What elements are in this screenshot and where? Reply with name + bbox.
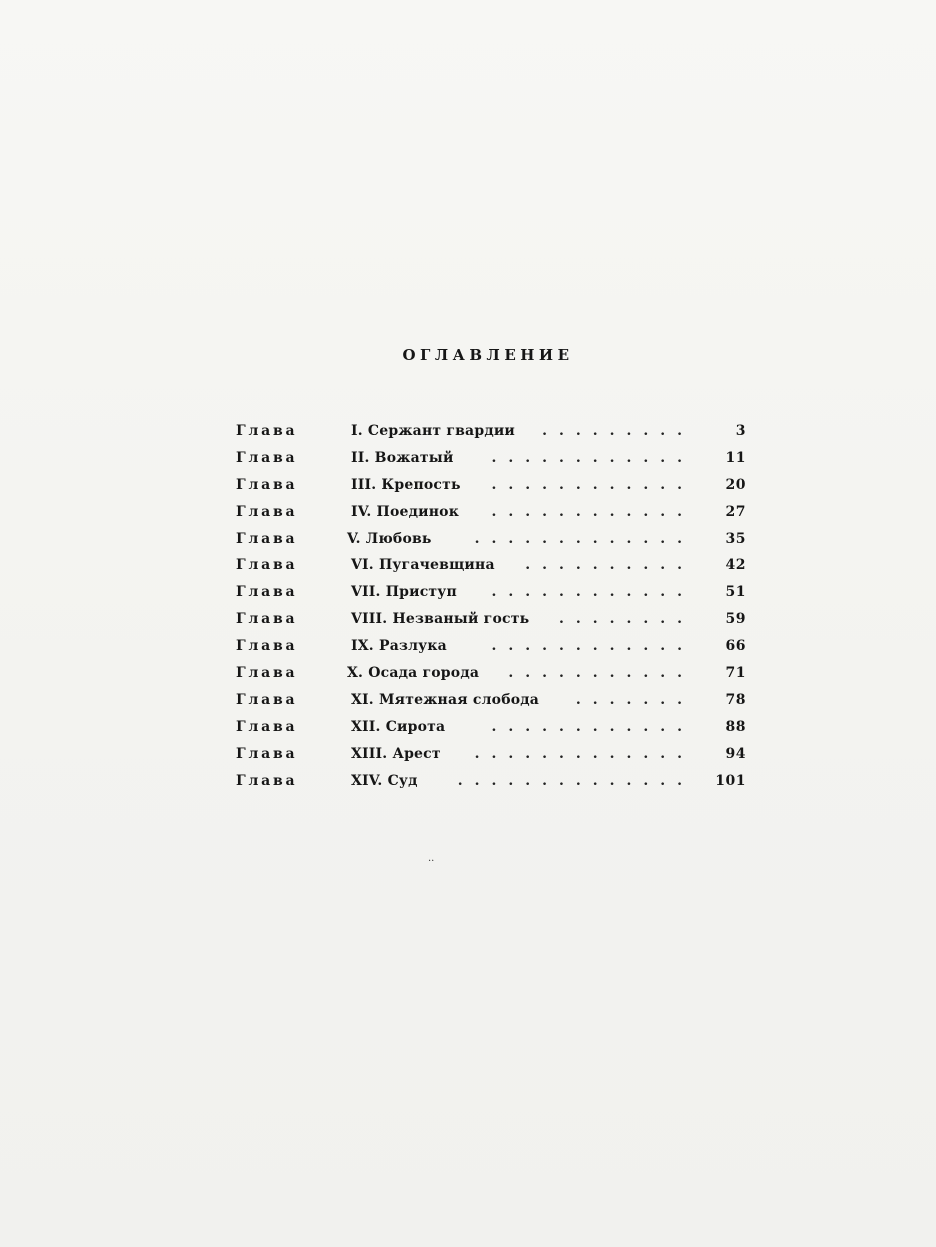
chapter-title xyxy=(351,473,461,497)
toc-entry xyxy=(236,580,746,607)
chapter-label: Глава xyxy=(236,557,298,574)
chapter-name: Арест xyxy=(392,745,441,762)
toc-heading: ОГЛАВЛЕНИЕ xyxy=(402,346,574,364)
chapter-name: Сержант гвардии xyxy=(367,423,516,439)
toc-entry xyxy=(236,473,746,500)
toc-entry xyxy=(236,446,746,473)
toc-entry xyxy=(236,553,746,580)
table-of-contents xyxy=(236,419,746,795)
chapter-label: Глава xyxy=(236,584,298,601)
page-number: 42 xyxy=(725,557,746,574)
leader-dots: ............ xyxy=(491,584,694,601)
chapter-label: Глава xyxy=(236,503,298,520)
chapter-label: Глава xyxy=(236,718,298,735)
page-number: 101 xyxy=(715,772,746,789)
chapter-name: Любовь xyxy=(365,530,432,547)
chapter-label: Глава xyxy=(236,476,298,493)
toc-entry xyxy=(236,607,746,634)
leader-dots: .......... xyxy=(525,557,694,574)
chapter-name: Приступ xyxy=(385,584,457,601)
chapter-name: Суд xyxy=(387,772,418,789)
chapter-numeral: III. xyxy=(351,476,377,493)
page-number: 35 xyxy=(725,530,746,547)
toc-entry xyxy=(236,769,746,796)
chapter-numeral: XIV. xyxy=(351,772,383,789)
chapter-label: Глава xyxy=(236,665,298,682)
leader-dots: ............. xyxy=(474,530,694,547)
toc-entry xyxy=(236,527,746,554)
chapter-name: Пугачевщина xyxy=(378,557,495,574)
chapter-numeral: II. xyxy=(351,449,370,466)
chapter-title xyxy=(347,527,432,551)
page-number: 94 xyxy=(725,745,746,762)
chapter-name: Вожатый xyxy=(374,449,454,466)
leader-dots: ......... xyxy=(542,423,694,439)
chapter-label: Глава xyxy=(236,423,298,439)
chapter-numeral: VIII. xyxy=(351,611,388,628)
chapter-title xyxy=(351,500,459,524)
chapter-label: Глава xyxy=(236,530,298,547)
page-number: 20 xyxy=(725,476,746,493)
chapter-name: Осада города xyxy=(368,665,480,682)
chapter-title xyxy=(347,661,479,685)
chapter-label: Глава xyxy=(236,691,298,708)
page-number: 78 xyxy=(725,691,746,708)
chapter-numeral: V. xyxy=(347,530,361,547)
chapter-name: Поединок xyxy=(376,503,460,520)
chapter-title xyxy=(351,769,418,793)
chapter-title xyxy=(351,634,447,658)
leader-dots: ............ xyxy=(491,476,694,493)
chapter-title xyxy=(351,607,529,631)
leader-dots: ............ xyxy=(491,449,694,466)
chapter-label: Глава xyxy=(236,638,298,655)
chapter-title xyxy=(351,446,454,470)
page-number: 88 xyxy=(725,718,746,735)
page-number: 27 xyxy=(725,503,746,520)
chapter-name: Незваный гость xyxy=(392,611,530,628)
chapter-numeral: VII. xyxy=(351,584,381,601)
chapter-title xyxy=(351,419,515,443)
page-number: 71 xyxy=(725,665,746,682)
page-number: 51 xyxy=(725,584,746,601)
chapter-name: Разлука xyxy=(378,638,447,655)
toc-entry xyxy=(236,661,746,688)
chapter-numeral: X. xyxy=(347,665,364,682)
chapter-numeral: I. xyxy=(351,423,363,439)
leader-dots: ....... xyxy=(575,691,694,708)
chapter-name: Мятежная слобода xyxy=(378,691,540,708)
chapter-label: Глава xyxy=(236,745,298,762)
chapter-title xyxy=(351,553,495,577)
toc-entry xyxy=(236,634,746,661)
chapter-numeral: IX. xyxy=(351,638,374,655)
chapter-label: Глава xyxy=(236,611,298,628)
leader-dots: ........... xyxy=(508,665,694,682)
toc-entry xyxy=(236,742,746,769)
toc-entry xyxy=(236,419,746,446)
chapter-name: Крепость xyxy=(381,476,461,493)
chapter-title xyxy=(351,688,539,712)
page-number: 59 xyxy=(725,611,746,628)
leader-dots: ............ xyxy=(491,503,694,520)
chapter-title xyxy=(351,580,457,604)
leader-dots: ............. xyxy=(474,745,694,762)
chapter-label: Глава xyxy=(236,772,298,789)
toc-entry xyxy=(236,688,746,715)
leader-dots: ............ xyxy=(491,638,694,655)
chapter-numeral: VI. xyxy=(351,557,374,574)
chapter-title xyxy=(351,715,445,739)
toc-entry xyxy=(236,500,746,527)
chapter-numeral: XIII. xyxy=(351,745,388,762)
chapter-numeral: IV. xyxy=(351,503,372,520)
print-speck: .. xyxy=(428,853,435,864)
chapter-numeral: XI. xyxy=(351,691,374,708)
leader-dots: .............. xyxy=(457,772,694,789)
chapter-numeral: XII. xyxy=(351,718,381,735)
page-number: 11 xyxy=(725,449,746,466)
page-number: 3 xyxy=(735,423,746,439)
chapter-name: Сирота xyxy=(385,718,446,735)
page-number: 66 xyxy=(725,638,746,655)
leader-dots: ............ xyxy=(491,718,694,735)
leader-dots: ........ xyxy=(559,611,694,628)
toc-entry xyxy=(236,715,746,742)
chapter-title xyxy=(351,742,441,766)
chapter-label: Глава xyxy=(236,449,298,466)
